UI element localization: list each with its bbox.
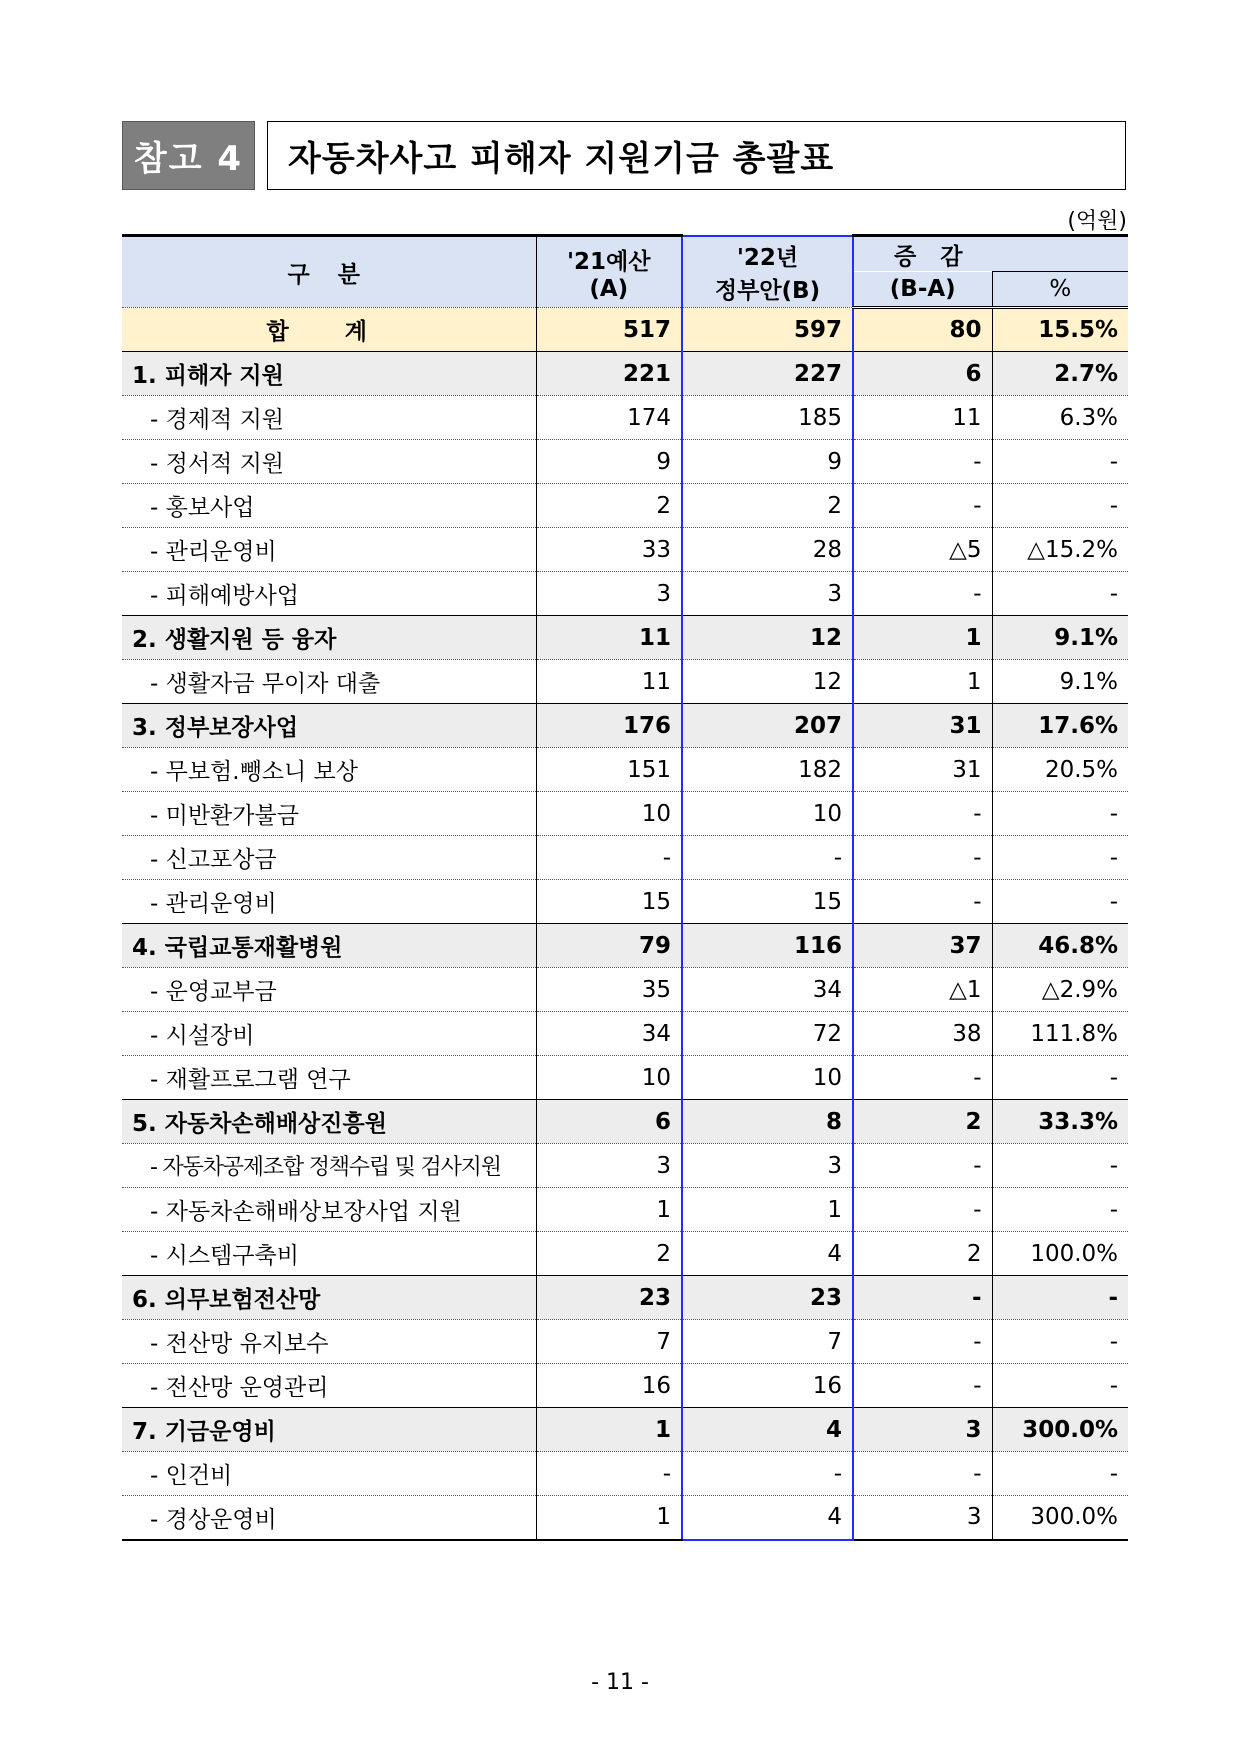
cell-change-percent: - (992, 1364, 1128, 1408)
row-label: 합 계 (122, 308, 536, 352)
table-row (122, 484, 1128, 528)
cell-2022-proposal: 182 (682, 748, 853, 792)
cell-2022-proposal: 3 (682, 572, 853, 616)
fund-summary-table (122, 234, 1128, 1541)
row-label: - 운영교부금 (122, 968, 536, 1012)
cell-change-percent: - (992, 1056, 1128, 1100)
table-row (122, 1496, 1128, 1540)
cell-change-percent: 100.0% (992, 1232, 1128, 1276)
category-row (122, 1276, 1128, 1320)
page-number: - 11 - (591, 1670, 649, 1695)
cell-change-percent: 300.0% (992, 1408, 1128, 1452)
row-label: 4. 국립교통재활병원 (122, 924, 536, 968)
row-label: - 재활프로그램 연구 (122, 1056, 536, 1100)
cell-change-amount: 1 (853, 616, 992, 660)
cell-change-percent: 17.6% (992, 704, 1128, 748)
cell-2022-proposal: 597 (682, 308, 853, 352)
total-row (122, 308, 1128, 352)
table-row (122, 792, 1128, 836)
cell-change-percent: - (992, 836, 1128, 880)
category-row (122, 704, 1128, 748)
table-row (122, 1056, 1128, 1100)
header-2022-line1: '22년 (736, 244, 799, 271)
cell-2021-budget: 15 (536, 880, 682, 924)
header-percent: % (992, 272, 1128, 308)
page-title-row (122, 121, 1126, 190)
cell-2021-budget: 517 (536, 308, 682, 352)
cell-2022-proposal: 4 (682, 1408, 853, 1452)
cell-2022-proposal: 4 (682, 1496, 853, 1540)
cell-change-amount: 11 (853, 396, 992, 440)
cell-change-amount: 80 (853, 308, 992, 352)
row-label: - 전산망 유지보수 (122, 1320, 536, 1364)
cell-change-percent: 20.5% (992, 748, 1128, 792)
row-label: - 생활자금 무이자 대출 (122, 660, 536, 704)
cell-2021-budget: 3 (536, 1144, 682, 1188)
cell-change-amount: - (853, 1056, 992, 1100)
category-row (122, 924, 1128, 968)
table-row (122, 1144, 1128, 1188)
row-label: 5. 자동차손해배상진흥원 (122, 1100, 536, 1144)
row-label: 6. 의무보험전산망 (122, 1276, 536, 1320)
cell-2021-budget: 151 (536, 748, 682, 792)
cell-change-percent: 9.1% (992, 616, 1128, 660)
header-2021-line1: '21예산 (567, 248, 651, 275)
cell-2022-proposal: 185 (682, 396, 853, 440)
cell-change-percent: 2.7% (992, 352, 1128, 396)
cell-2022-proposal: 72 (682, 1012, 853, 1056)
cell-change-percent: - (992, 484, 1128, 528)
cell-change-percent: △15.2% (992, 528, 1128, 572)
cell-change-amount: - (853, 1320, 992, 1364)
table-row (122, 1188, 1128, 1232)
header-2021-line2: (A) (589, 275, 629, 302)
cell-2022-proposal: 12 (682, 660, 853, 704)
cell-change-amount: 3 (853, 1496, 992, 1540)
cell-change-percent: - (992, 1276, 1128, 1320)
cell-2021-budget: 6 (536, 1100, 682, 1144)
cell-2021-budget: 11 (536, 660, 682, 704)
cell-2021-budget: 33 (536, 528, 682, 572)
cell-2022-proposal: 116 (682, 924, 853, 968)
cell-2022-proposal: 4 (682, 1232, 853, 1276)
cell-change-amount: - (853, 1276, 992, 1320)
cell-2021-budget: 1 (536, 1496, 682, 1540)
cell-2022-proposal: 8 (682, 1100, 853, 1144)
cell-2022-proposal: 28 (682, 528, 853, 572)
cell-change-percent: - (992, 1188, 1128, 1232)
cell-change-amount: 38 (853, 1012, 992, 1056)
cell-change-amount: - (853, 880, 992, 924)
cell-change-amount: 37 (853, 924, 992, 968)
row-label: - 신고포상금 (122, 836, 536, 880)
row-label: - 경상운영비 (122, 1496, 536, 1540)
row-label: 3. 정부보장사업 (122, 704, 536, 748)
cell-2021-budget: 2 (536, 1232, 682, 1276)
cell-2021-budget: 16 (536, 1364, 682, 1408)
header-2022-line2: 정부안(B) (714, 277, 821, 304)
cell-change-amount: - (853, 1364, 992, 1408)
row-label: - 피해예방사업 (122, 572, 536, 616)
cell-change-percent: 9.1% (992, 660, 1128, 704)
row-label: - 전산망 운영관리 (122, 1364, 536, 1408)
table-row (122, 748, 1128, 792)
cell-2021-budget: 174 (536, 396, 682, 440)
cell-change-amount: 1 (853, 660, 992, 704)
cell-change-amount: - (853, 792, 992, 836)
row-label: - 시스템구축비 (122, 1232, 536, 1276)
cell-2022-proposal: 3 (682, 1144, 853, 1188)
category-row (122, 352, 1128, 396)
row-label: - 정서적 지원 (122, 440, 536, 484)
header-category: 구 분 (122, 236, 536, 308)
header-change-line1: 증 감 (894, 243, 971, 270)
cell-2021-budget: 35 (536, 968, 682, 1012)
row-label: - 자동차공제조합 정책수립 및 검사지원 (122, 1144, 536, 1188)
cell-2022-proposal: 12 (682, 616, 853, 660)
row-label: - 홍보사업 (122, 484, 536, 528)
cell-change-percent: 33.3% (992, 1100, 1128, 1144)
cell-change-amount: 6 (853, 352, 992, 396)
cell-change-percent: - (992, 1144, 1128, 1188)
cell-2021-budget: 3 (536, 572, 682, 616)
cell-change-amount: △5 (853, 528, 992, 572)
header-2021-budget (536, 236, 682, 308)
category-row (122, 1100, 1128, 1144)
unit-label: (억원) (1067, 209, 1127, 234)
cell-2021-budget: - (536, 1452, 682, 1496)
cell-change-amount: 31 (853, 748, 992, 792)
cell-2022-proposal: 7 (682, 1320, 853, 1364)
cell-2022-proposal: - (682, 836, 853, 880)
cell-change-amount: 2 (853, 1232, 992, 1276)
cell-change-amount: - (853, 572, 992, 616)
cell-change-percent: - (992, 440, 1128, 484)
row-label: - 시설장비 (122, 1012, 536, 1056)
cell-2021-budget: 9 (536, 440, 682, 484)
cell-change-percent: 111.8% (992, 1012, 1128, 1056)
cell-2021-budget: 1 (536, 1408, 682, 1452)
row-label: 2. 생활지원 등 융자 (122, 616, 536, 660)
cell-2022-proposal: 227 (682, 352, 853, 396)
table-row (122, 880, 1128, 924)
cell-2021-budget: 1 (536, 1188, 682, 1232)
cell-change-amount: - (853, 1188, 992, 1232)
cell-2022-proposal: 10 (682, 1056, 853, 1100)
cell-2022-proposal: 9 (682, 440, 853, 484)
cell-2021-budget: 34 (536, 1012, 682, 1056)
cell-change-percent: 6.3% (992, 396, 1128, 440)
reference-badge: 참고 4 (122, 121, 255, 190)
table-row (122, 440, 1128, 484)
row-label: - 관리운영비 (122, 880, 536, 924)
category-row (122, 616, 1128, 660)
table-row (122, 572, 1128, 616)
table-body (122, 308, 1128, 1540)
cell-change-percent: 46.8% (992, 924, 1128, 968)
cell-2022-proposal: 10 (682, 792, 853, 836)
category-row (122, 1408, 1128, 1452)
cell-change-percent: - (992, 792, 1128, 836)
cell-2021-budget: 2 (536, 484, 682, 528)
page-title: 자동차사고 피해자 지원기금 총괄표 (267, 121, 1126, 190)
cell-2022-proposal: 2 (682, 484, 853, 528)
cell-change-amount: 2 (853, 1100, 992, 1144)
cell-change-percent: - (992, 880, 1128, 924)
row-label: - 경제적 지원 (122, 396, 536, 440)
row-label: 1. 피해자 지원 (122, 352, 536, 396)
cell-2022-proposal: 23 (682, 1276, 853, 1320)
table-row (122, 968, 1128, 1012)
row-label: - 인건비 (122, 1452, 536, 1496)
table-row (122, 836, 1128, 880)
table-row (122, 1452, 1128, 1496)
cell-change-amount: - (853, 1144, 992, 1188)
table-row (122, 1012, 1128, 1056)
table-row (122, 1364, 1128, 1408)
cell-change-amount: - (853, 1452, 992, 1496)
cell-2022-proposal: 34 (682, 968, 853, 1012)
row-label: 7. 기금운영비 (122, 1408, 536, 1452)
row-label: - 무보험.뺑소니 보상 (122, 748, 536, 792)
cell-2022-proposal: 16 (682, 1364, 853, 1408)
row-label: - 자동차손해배상보장사업 지원 (122, 1188, 536, 1232)
cell-2021-budget: 79 (536, 924, 682, 968)
cell-2022-proposal: 1 (682, 1188, 853, 1232)
row-label: - 미반환가불금 (122, 792, 536, 836)
table-row (122, 660, 1128, 704)
cell-2022-proposal: 15 (682, 880, 853, 924)
cell-change-amount: - (853, 484, 992, 528)
cell-change-percent: - (992, 572, 1128, 616)
cell-2021-budget: 10 (536, 1056, 682, 1100)
cell-change-amount: △1 (853, 968, 992, 1012)
table-row (122, 396, 1128, 440)
header-2022-proposal (682, 236, 853, 308)
cell-2022-proposal: 207 (682, 704, 853, 748)
cell-change-amount: 3 (853, 1408, 992, 1452)
cell-change-percent: 300.0% (992, 1496, 1128, 1540)
cell-change-percent: 15.5% (992, 308, 1128, 352)
header-change-amount: (B-A) (853, 272, 992, 308)
cell-change-percent: △2.9% (992, 968, 1128, 1012)
table-row (122, 1232, 1128, 1276)
cell-2021-budget: 176 (536, 704, 682, 748)
cell-2021-budget: 10 (536, 792, 682, 836)
table-row (122, 1320, 1128, 1364)
table-row (122, 528, 1128, 572)
cell-2021-budget: 7 (536, 1320, 682, 1364)
cell-2021-budget: 23 (536, 1276, 682, 1320)
cell-2021-budget: 221 (536, 352, 682, 396)
row-label: - 관리운영비 (122, 528, 536, 572)
header-change (853, 236, 1128, 272)
cell-change-percent: - (992, 1320, 1128, 1364)
cell-2021-budget: - (536, 836, 682, 880)
cell-change-amount: 31 (853, 704, 992, 748)
cell-change-amount: - (853, 836, 992, 880)
cell-change-percent: - (992, 1452, 1128, 1496)
cell-2022-proposal: - (682, 1452, 853, 1496)
cell-change-amount: - (853, 440, 992, 484)
cell-2021-budget: 11 (536, 616, 682, 660)
